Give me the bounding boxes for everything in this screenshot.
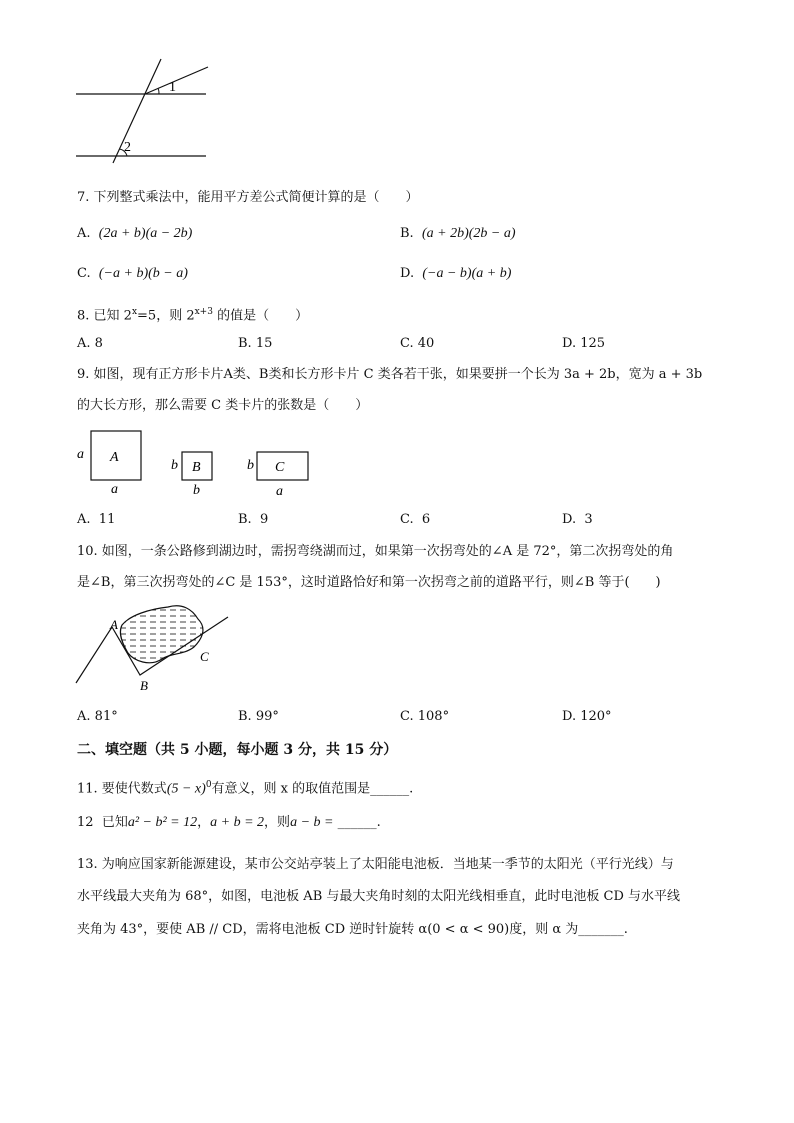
q7-option-b bbox=[400, 226, 516, 242]
q10-stem-line2: 是∠B，第三次拐弯处的∠C 是 153°，这时道路恰好和第一次拐弯之前的道路平行，则∠B 等于( ) bbox=[77, 575, 661, 590]
q13-stem-line2: 水平线最大夹角为 68°，如图，电池板 AB 与最大夹角时刻的太阳光线相垂直，此时电池板 CD 与水平线 bbox=[77, 889, 681, 904]
option-letter: B. bbox=[400, 226, 414, 241]
angle-2-label: 2 bbox=[124, 140, 131, 155]
q7-option-c bbox=[77, 266, 188, 282]
q13-stem-line1: 13. 为响应国家新能源建设，某市公交站亭装上了太阳能电池板．当地某一季节的太阳光（平行光线）与 bbox=[77, 857, 674, 872]
option-expr: (a + 2b)(2b − a) bbox=[421, 226, 516, 241]
q11-expr: (5 − x) bbox=[166, 781, 206, 797]
card-b-bottom: b bbox=[193, 483, 200, 498]
point-c-label: C bbox=[200, 649, 209, 664]
q13-stem-line3: 夹角为 43°，要使 AB // CD，需将电池板 CD 逆时针旋转 α(0 < α < 90)度，则 α 为_______. bbox=[77, 922, 628, 937]
option-expr: (−a + b)(b − a) bbox=[98, 266, 188, 281]
q12-stem: 12 已知a² − b² = 12，a + b = 2，则a − b = ______. bbox=[77, 815, 381, 830]
q8-stem: 8. 已知 $2^x=5$，则 $2^{x+3}$ 的值是（ ） bbox=[77, 307, 309, 324]
q9-option-b: B. 9 bbox=[238, 512, 269, 527]
q8-option-d: D. 125 bbox=[562, 336, 606, 351]
q9-stem-line1: 9. 如图，现有正方形卡片A类、B类和长方形卡片 C 类各若干张，如果要拼一个长为 3a + 2b，宽为 a + 3b bbox=[77, 367, 703, 382]
section-heading: 二、填空题（共 5 小题，每小题 3 分，共 15 分） bbox=[77, 742, 398, 758]
q10-option-b: B. 99° bbox=[238, 709, 279, 724]
q11-exponent: 0 bbox=[205, 780, 212, 790]
point-b-label: B bbox=[140, 678, 148, 693]
card-a-side: a bbox=[77, 447, 84, 462]
q8-option-a: A. 8 bbox=[77, 336, 103, 351]
parallel-lines-figure bbox=[70, 55, 220, 165]
option-letter: C. bbox=[77, 266, 91, 281]
q10-option-c: C. 108° bbox=[400, 709, 450, 724]
card-b-name: B bbox=[192, 460, 201, 475]
card-c-name: C bbox=[275, 460, 285, 475]
q7-option-d bbox=[400, 266, 511, 282]
q8-option-c: C. 40 bbox=[400, 336, 435, 351]
q8-exponent-x: x bbox=[131, 307, 138, 317]
q9-option-a: A. 11 bbox=[77, 512, 116, 527]
q8-exponent-x3: x+3 bbox=[194, 307, 213, 317]
option-expr: (2a + b)(a − 2b) bbox=[98, 226, 193, 241]
ray-line bbox=[145, 67, 208, 94]
q9-stem-line2: 的大长方形，那么需要 C 类卡片的张数是（ ） bbox=[77, 398, 369, 413]
cards-figure bbox=[70, 425, 320, 500]
angle-1-label: 1 bbox=[169, 80, 176, 95]
lake-road-figure bbox=[70, 595, 240, 700]
card-a-name: A bbox=[110, 450, 119, 465]
transversal-line bbox=[113, 59, 161, 163]
option-expr: (−a − b)(a + b) bbox=[422, 266, 512, 281]
card-b-side: b bbox=[171, 458, 178, 473]
q9-option-c: C. 6 bbox=[400, 512, 431, 527]
lake bbox=[120, 606, 203, 663]
q9-option-d: D. 3 bbox=[562, 512, 593, 527]
q8-option-b: B. 15 bbox=[238, 336, 273, 351]
q11-stem: 11. 要使代数式$(5 - x)^0$有意义，则 x 的取值范围是______. bbox=[77, 780, 414, 797]
option-letter: A. bbox=[77, 226, 91, 241]
q7-option-a bbox=[77, 226, 192, 242]
q10-option-d: D. 120° bbox=[562, 709, 612, 724]
angle-1-arc bbox=[158, 88, 159, 94]
point-a-label: A bbox=[110, 617, 118, 632]
q10-stem-line1: 10. 如图，一条公路修到湖边时，需拐弯绕湖而过，如果第一次拐弯处的∠A 是 72°，第二次拐弯处的角 bbox=[77, 544, 674, 559]
card-a-bottom: a bbox=[111, 482, 118, 497]
q7-stem: 7. 下列整式乘法中，能用平方差公式简便计算的是（ ） bbox=[77, 190, 419, 205]
card-c-side: b bbox=[247, 458, 254, 473]
q10-option-a: A. 81° bbox=[77, 709, 118, 724]
option-letter: D. bbox=[400, 266, 415, 281]
card-c-bottom: a bbox=[276, 484, 283, 499]
